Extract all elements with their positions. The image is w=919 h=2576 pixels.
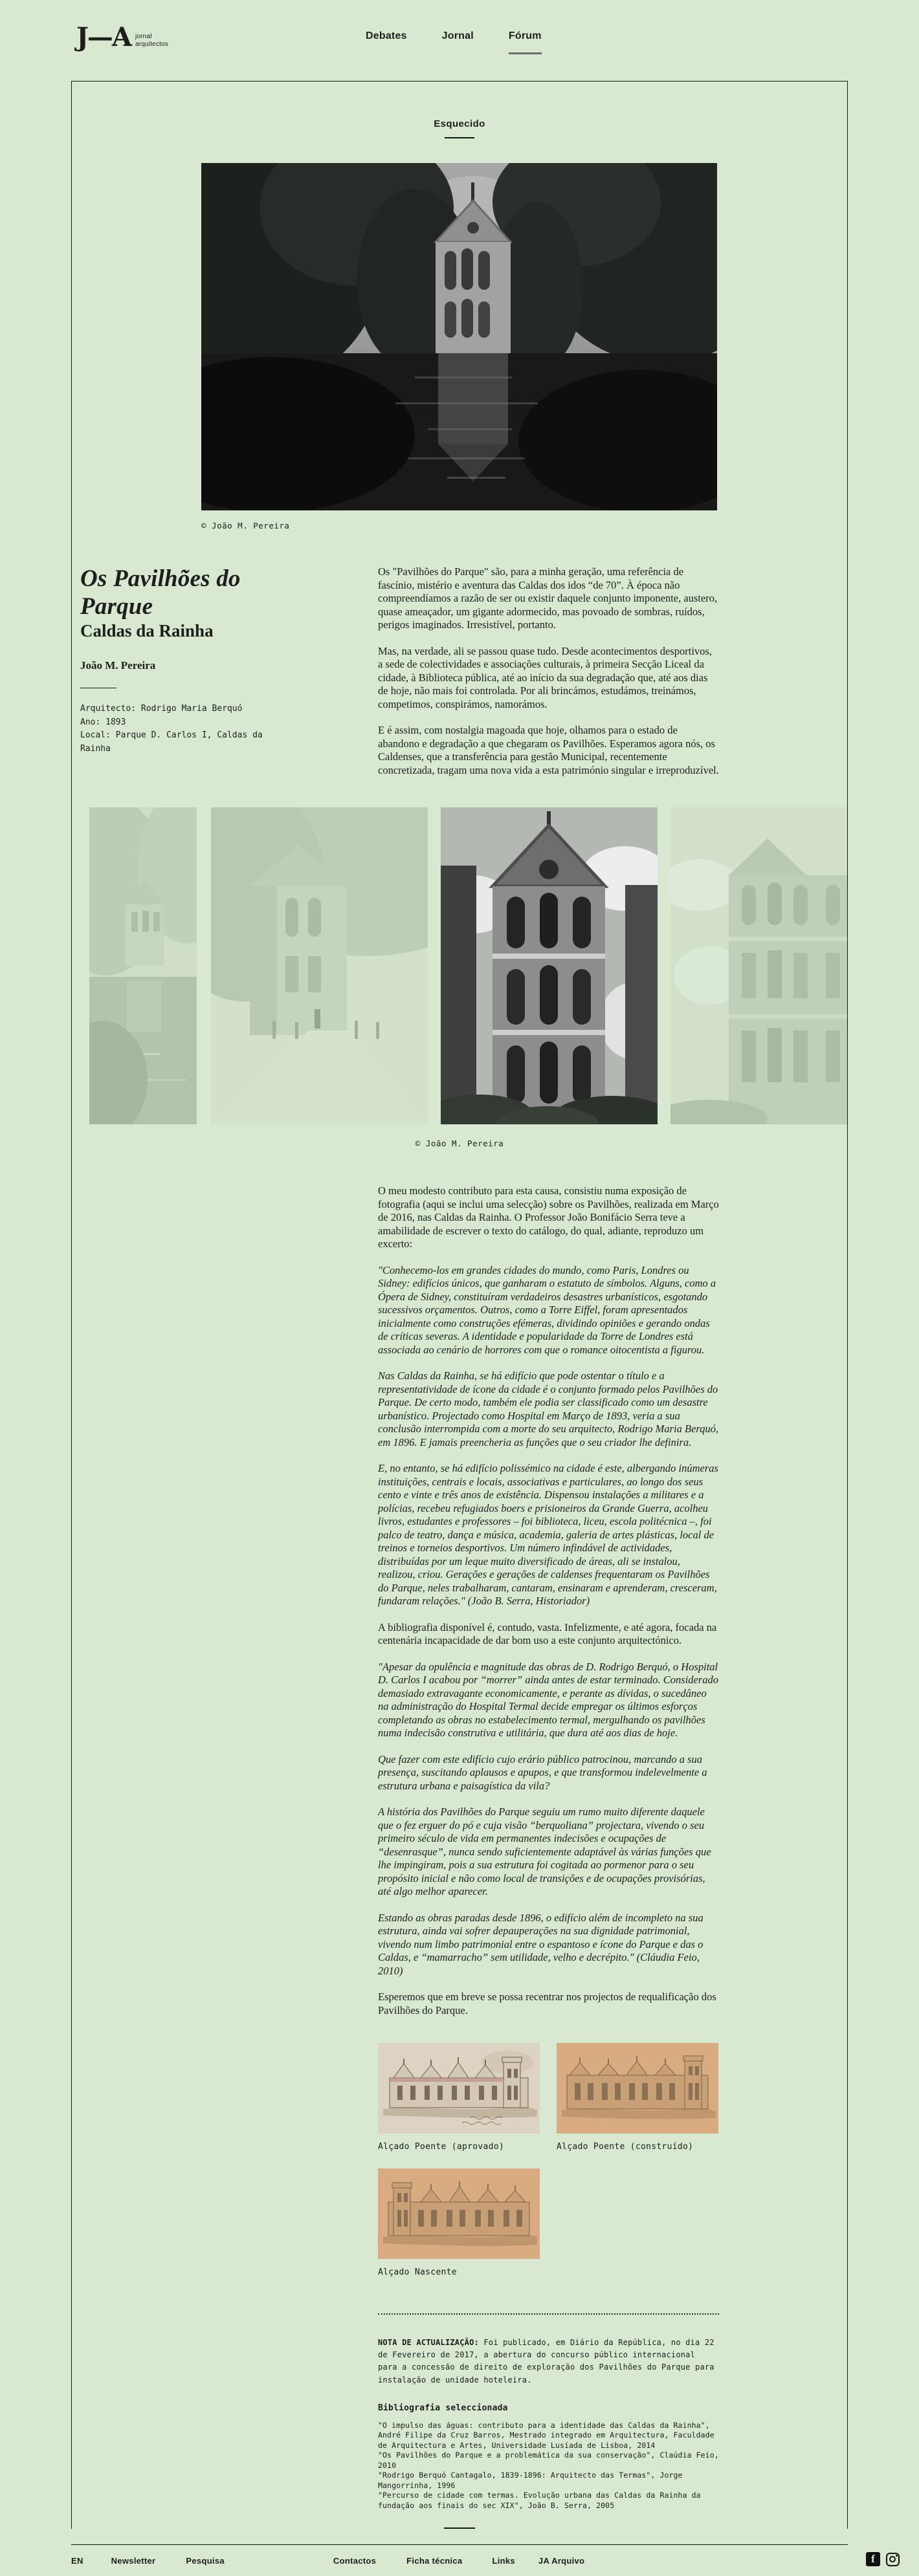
drawing-figure-west-built bbox=[557, 2043, 718, 2152]
category-link[interactable]: Esquecido bbox=[434, 118, 485, 129]
footer-link-language[interactable]: EN bbox=[71, 2556, 83, 2566]
category-underline bbox=[445, 137, 474, 138]
footer-link-pesquisa[interactable]: Pesquisa bbox=[186, 2556, 225, 2566]
drawing-caption: Alçado Poente (aprovado) bbox=[378, 2142, 505, 2152]
bibliography-entry: "Percurso de cidade com termas. Evolução urbana das Caldas da Rainha da fundação aos finais do sec XIX", João B. Serra, 2005 bbox=[378, 2491, 701, 2510]
body-paragraph-quote: "Apesar da opulência e magnitude das obras de D. Rodrigo Berquó, o Hospital D. Carlos I acabou por “morrer” ainda antes de estar terminado. Considerado demasiado extravagante economicamente, e perante as dívidas, o sucedâneo na administração do Hospital Termal decide empregar os últimos esforços completando as obras no estabelecimento termal, mergulhando os pavilhões numa indecisão construtiva e utilitária, que dura até aos dias de hoje. bbox=[378, 1660, 719, 1739]
facebook-icon[interactable]: f bbox=[866, 2552, 880, 2566]
body-paragraph-quote: A história dos Pavilhões do Parque seguiu um rumo muito diferente daquele que o fez erguer do pó e cuja visão “berquoliana” projectara, vivendo o seu primeiro século de vida em permanentes indecisões e ocupações de “desenrasque”, nunca sendo suficientemente adaptável às várias funções que lhe impingiram, pois a sua estrutura foi cogitada ao pormenor para o seu propósito inicial e não como local de transições e de ocupações provisórias, até algo melhor aparecer. bbox=[378, 1806, 711, 1897]
nav-item-jornal[interactable] bbox=[442, 30, 474, 54]
drawing-west-elevation-built bbox=[557, 2043, 718, 2134]
logo-subtitle bbox=[135, 33, 168, 50]
drawing-figure-east bbox=[378, 2168, 540, 2277]
site-logo[interactable] bbox=[76, 22, 169, 52]
drawing-west-elevation-approved bbox=[378, 2043, 540, 2134]
carousel-slide-gothic-tower[interactable] bbox=[441, 807, 658, 1124]
logo-ja-text: J—A bbox=[76, 22, 131, 52]
body-paragraph: Esperemos que em breve se possa recentrar nos projectos de requalificação dos Pavilhões do Parque. bbox=[378, 1991, 716, 2016]
site-header bbox=[71, 0, 848, 82]
carousel-slide-tall-facade[interactable] bbox=[670, 807, 847, 1124]
carousel-photo-credit: © João M. Pereira bbox=[415, 1139, 504, 1148]
end-of-article-dash bbox=[444, 2527, 475, 2529]
update-note-text: Foi publicado, em Diário da República, no dia 22 de Fevereiro de 2017, a abertura do concurso público internacional para a concessão de direito de exploração dos Pavilhões do Parque para instalação de unidade hoteleira. bbox=[378, 2338, 714, 2385]
intro-paragraph: Mas, na verdade, ali se passou quase tudo. Desde acontecimentos desportivos, a sede de colectividades e associações culturais, à primeira Secção Liceal da cidade, à Biblioteca pública, até ao início da sua degradação que, até aos dias de hoje, não mais foi controlada. Por ali brincámos, estudámos, treinámos, competimos, conspirámos, namorámos. bbox=[378, 644, 712, 710]
main-nav bbox=[366, 30, 577, 54]
article-subtitle: Caldas da Rainha bbox=[80, 620, 214, 640]
article-page bbox=[71, 82, 848, 2529]
article-header-column bbox=[80, 565, 313, 790]
footer-link-links[interactable]: Links bbox=[492, 2556, 515, 2566]
nav-item-label: Debates bbox=[366, 30, 407, 41]
intro-paragraph: Os "Pavilhões do Parque" são, para a minha geração, uma referência de fascínio, mistério e aventura das Caldas dos idos “de 70”. À época não compreendíamos a razão de ser ou existir daquele conjunto imponente, austero, quase ameaçador, um gigante adormecido, mas povoado de sombras, ruídos, perigos imaginados. Irresistível, portanto. bbox=[378, 565, 718, 631]
logo-subtitle-line2: arquitectos bbox=[135, 40, 169, 48]
carousel-slide-facade-path[interactable] bbox=[211, 807, 428, 1124]
category-block bbox=[72, 82, 847, 138]
article-intro-column bbox=[378, 565, 719, 790]
nav-active-underline bbox=[509, 52, 542, 54]
body-paragraph-quote: Estando as obras paradas desde 1896, o edifício além de incompleto na sua estrutura, ainda vai sofrer depauperações na sua dignidade patrimonial, vivendo num limbo patrimonial entre o espantoso e ícone do Parque e das o Caldas, e “mamarracho” sem utilidade, velho e decrépito." (Cláudia Feio, 2010) bbox=[378, 1911, 703, 1977]
update-note-label: NOTA DE ACTUALIZAÇÃO: bbox=[378, 2338, 479, 2347]
footer-link-ja-arquivo[interactable]: JA Arquivo bbox=[538, 2556, 585, 2566]
footer-link-newsletter[interactable]: Newsletter bbox=[111, 2556, 156, 2566]
body-paragraph-quote: E, no entanto, se há edifício polissémico na cidade é este, albergando inúmeras instituições, centrais e locais, associativas e particulares, ao longo dos seus cento e vinte e três anos de existência. Dispensou instalações a militares e a polícias, recebeu refugiados boers e prisioneiros da Grande Guerra, acolheu livros, estudantes e professores – foi biblioteca, liceu, escola politécnica –, foi palco de teatro, dança e música, academia, galeria de artes plásticas, local de treinos e torneios desportivos. Um número infindável de actividades, distribuídas por um leque muito diversificado de áreas, ali se instalou, realizou, criou. Gerações e gerações de caldenses frequentaram os Pavilhões do Parque, neles trabalharam, cantaram, ensinaram e aprenderam, cresceram, fundaram relações." (João B. Serra, Historiador) bbox=[378, 1462, 718, 1607]
hero-figure bbox=[201, 163, 717, 530]
carousel-slide-park-reflection[interactable] bbox=[89, 807, 197, 1124]
site-footer bbox=[0, 2544, 919, 2566]
hero-photo-park-reflection bbox=[201, 163, 717, 510]
body-paragraph-quote: "Conhecemo-los em grandes cidades do mundo, como Paris, Londres ou Sidney: edifícios únicos, que ganharam o estatuto de símbolos. Alguns, como a Ópera de Sidney, constituíram verdadeiros desastres urbanísticos, esgotando sucessivos orçamentos. Outros, como a Torre Eiffel, foram apresentados inicialmente como construções efémeras, dividindo opiniões e gerando ondas de críticas severas. A identidade e popularidade da Torre de Londres está associada ao cenário de horrores com que o romance oitocentista a figurou. bbox=[378, 1263, 716, 1356]
bibliography-entry: "O impulso das águas: contributo para a identidade das Caldas da Rainha", André Filipe da Cruz Barros, Mestrado integrado em Arquitectura, Faculdade de Arquitectura e Artes, Universidade Lusíada de Lisboa, 2014 bbox=[378, 2420, 714, 2450]
drawing-caption: Alçado Poente (construído) bbox=[557, 2142, 694, 2152]
bibliography-entries bbox=[378, 2421, 719, 2511]
meta-location: Local: Parque D. Carlos I, Caldas da Rainha bbox=[80, 730, 263, 754]
intro-paragraph: E é assim, com nostalgia magoada que hoje, olhamos para o estado de abandono e degradação a que chegaram os Pavilhões. Esperamos agora nós, os Caldenses, que a transferência para gestão Municipal, recentemente concretizada, tragam uma nova vida a esta património singular e irreproduzível. bbox=[378, 724, 719, 776]
hero-photo-credit: © João M. Pereira bbox=[201, 521, 290, 530]
instagram-icon[interactable] bbox=[886, 2553, 900, 2566]
nav-item-label: Fórum bbox=[508, 30, 542, 41]
body-paragraph: O meu modesto contributo para esta causa, consistiu numa exposição de fotografia (aqui se inclui uma selecção) sobre os Pavilhões, realizada em Março de 2016, nas Caldas da Rainha. O Professor João Bonifácio Serra teve a amabilidade de escrever o texto do catálogo, do qual, adiante, reproduzo um excerto: bbox=[378, 1184, 719, 1250]
nav-item-label: Jornal bbox=[441, 30, 474, 41]
body-paragraph: A bibliografia disponível é, contudo, vasta. Infelizmente, e até agora, focada na centenária incapacidade de dar bom uso a este conjunto arquitectónico. bbox=[378, 1621, 717, 1646]
article-metadata bbox=[80, 703, 294, 756]
article-title: Os Pavilhões do Parque bbox=[80, 565, 241, 620]
meta-architect: Arquitecto: Rodrigo Maria Berquó bbox=[80, 703, 243, 714]
article-body bbox=[378, 1184, 719, 2017]
article-author: João M. Pereira bbox=[80, 659, 156, 671]
nav-item-debates[interactable] bbox=[366, 30, 407, 54]
footer-link-ficha-tecnica[interactable]: Ficha técnica bbox=[406, 2556, 463, 2566]
drawing-figure-west-approved bbox=[378, 2043, 540, 2152]
footer-link-contactos[interactable]: Contactos bbox=[333, 2556, 377, 2566]
footer-social bbox=[866, 2552, 900, 2566]
bibliography-entry: "Os Pavilhões do Parque e a problemática da sua conservação", Claúdia Feio, 2010 bbox=[378, 2450, 719, 2470]
logo-subtitle-line1: jornal bbox=[135, 33, 152, 40]
update-note bbox=[378, 2337, 719, 2386]
photo-carousel[interactable] bbox=[72, 807, 847, 1124]
dotted-separator bbox=[378, 2313, 719, 2315]
footer-links bbox=[0, 2545, 919, 2566]
drawing-east-elevation bbox=[378, 2168, 540, 2259]
bibliography-entry: "Rodrigo Berquó Cantagalo, 1839-1896: Arquitecto das Termas", Jorge Mangorrinha, 1996 bbox=[378, 2471, 683, 2490]
body-paragraph-quote: Nas Caldas da Rainha, se há edifício que pode ostentar o título e a representatividade de ícone da cidade é o conjunto formado pelos Pavilhões do Parque. De certo modo, também ele podia ser classificado como um desastre urbanístico. Projectado como Hospital em Março de 1893, veria a sua conclusão interrompida com a morte do seu arquitecto, Rodrigo Maria Berquó, em 1896. E jamais preencheria as funções que o seu criador lhe definira. bbox=[378, 1370, 719, 1448]
bibliography-heading: Bibliografia seleccionada bbox=[378, 2403, 508, 2413]
drawing-caption: Alçado Nascente bbox=[378, 2267, 457, 2277]
nav-item-forum[interactable] bbox=[509, 30, 542, 54]
body-paragraph-quote: Que fazer com este edifício cujo erário público patrocinou, marcando a sua presença, suscitando aplausos e apupos, e que transformou indelevelmente a estrutura urbana e paisagística da vila? bbox=[378, 1752, 707, 1792]
drawings-section bbox=[378, 2043, 719, 2277]
bibliography-section bbox=[378, 2403, 719, 2511]
meta-year: Ano: 1893 bbox=[80, 717, 126, 727]
